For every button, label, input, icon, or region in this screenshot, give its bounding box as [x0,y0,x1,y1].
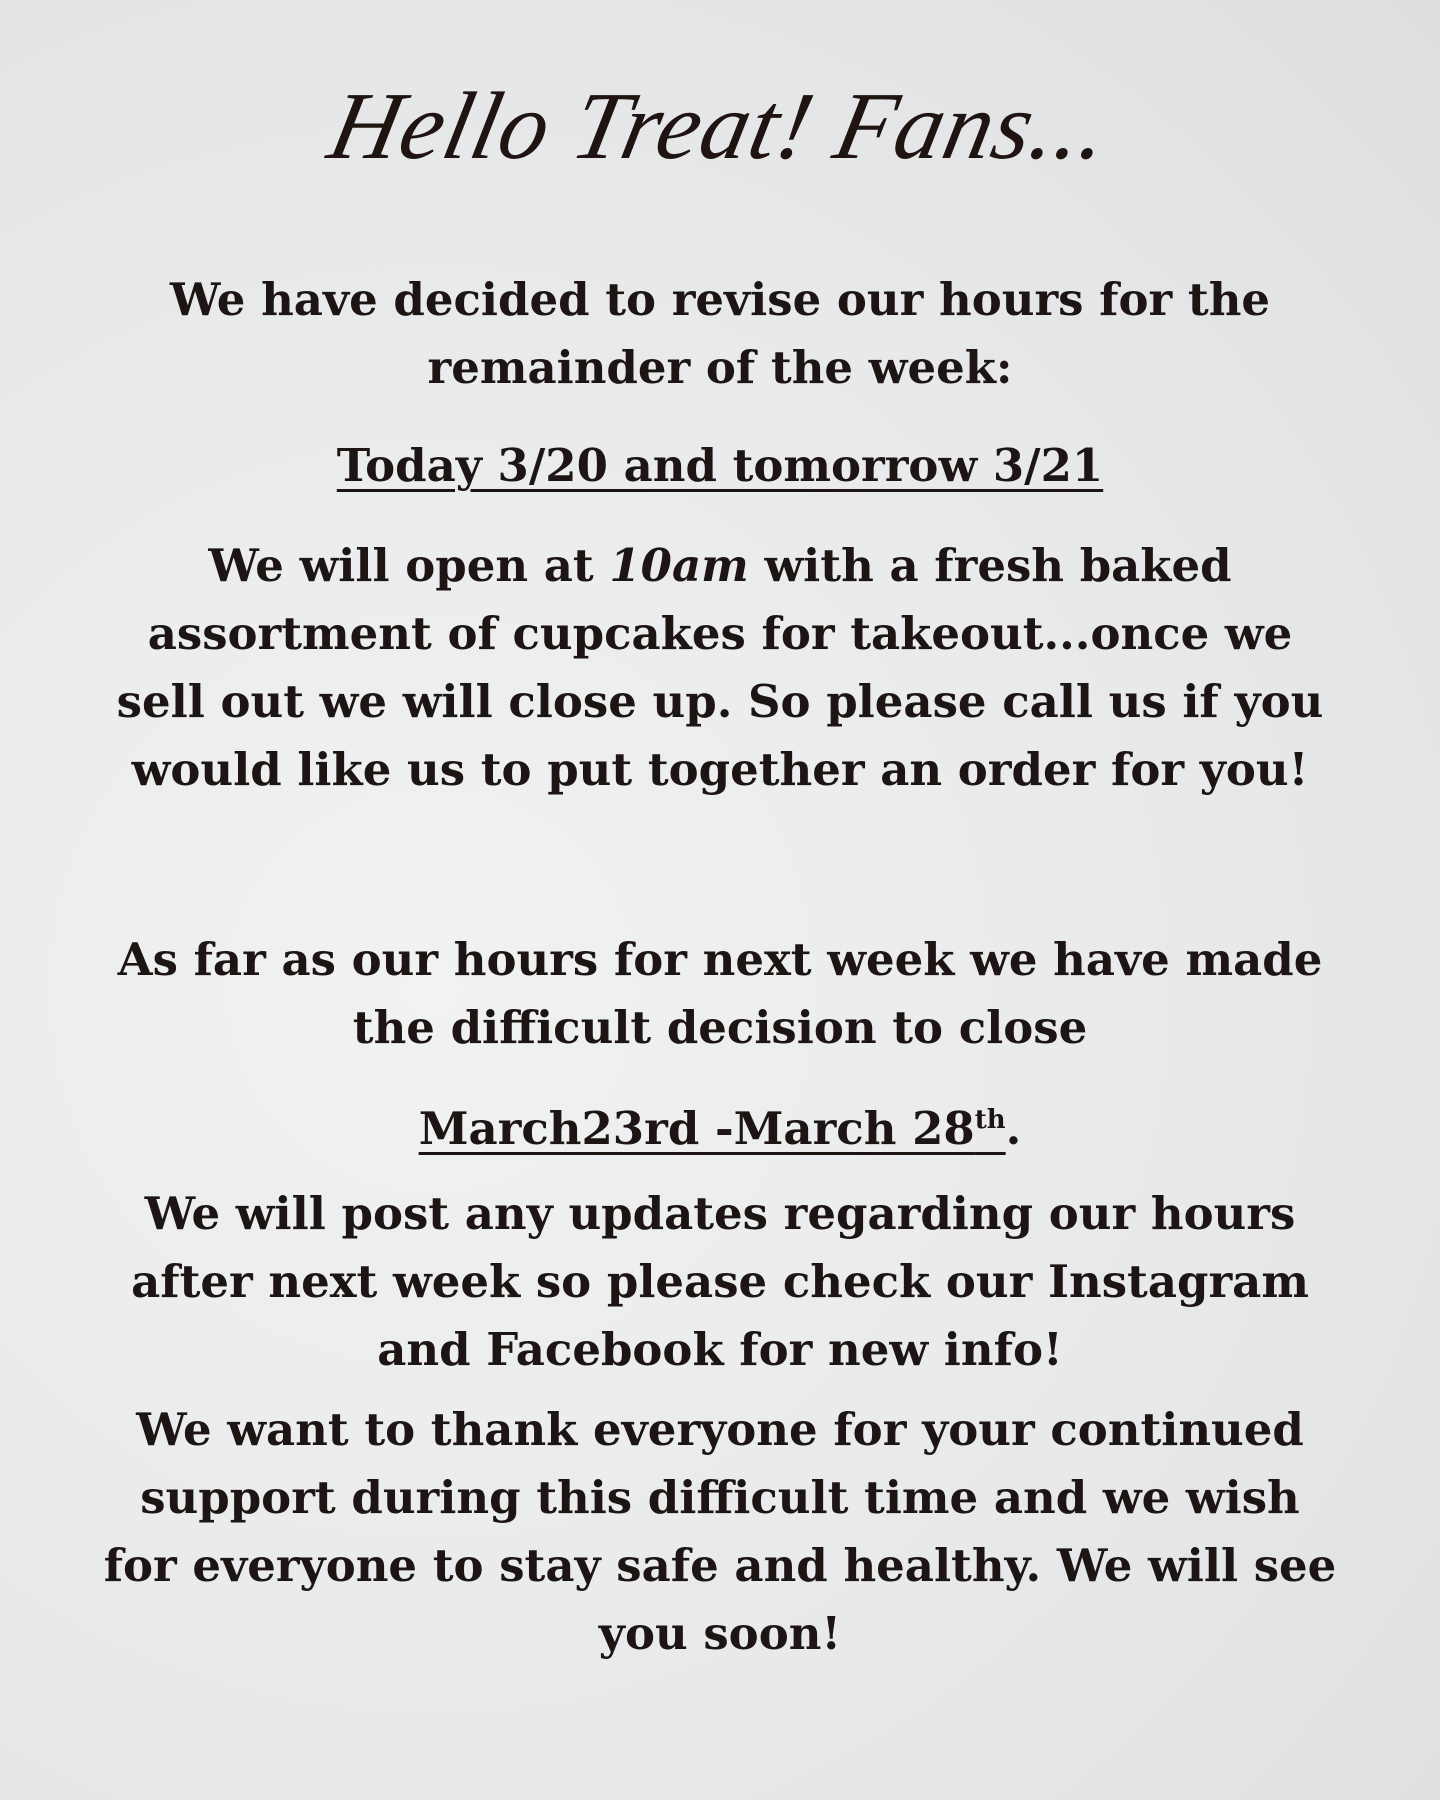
closure-dates-ordinal: th [974,1105,1006,1135]
opening-paragraph [100,532,1340,804]
this-week-dates: Today 3/20 and tomorrow 3/21 [336,439,1104,492]
next-week-paragraph: As far as our hours for next week we have made the difficult decision to close [117,933,1323,1054]
notice-title: Hello Treat! Fans... [320,72,1120,179]
thanks-paragraph: We want to thank everyone for your continued support during this difficult time and we wish for everyone to stay safe and healthy. We will see you soon! [103,1403,1337,1660]
updates-paragraph: We will post any updates regarding our hours after next week so please check our Instagram and Facebook for new info! [131,1187,1309,1376]
opening-suffix: with a fresh baked assortment of cupcakes for takeout...once we sell out we will close up. So please call us if you would like us to put together an order for you! [116,539,1324,796]
opening-prefix: We will open at [208,539,610,592]
opening-time: 10am [609,539,749,592]
closure-dates-main: March23rd -March 28 [418,1102,975,1155]
closure-dates-underlined [419,1102,1006,1155]
closure-dates [100,1086,1340,1163]
closure-dates-period: . [1005,1102,1022,1155]
hours-revision-paragraph: We have decided to revise our hours for the remainder of the week: [169,273,1271,394]
